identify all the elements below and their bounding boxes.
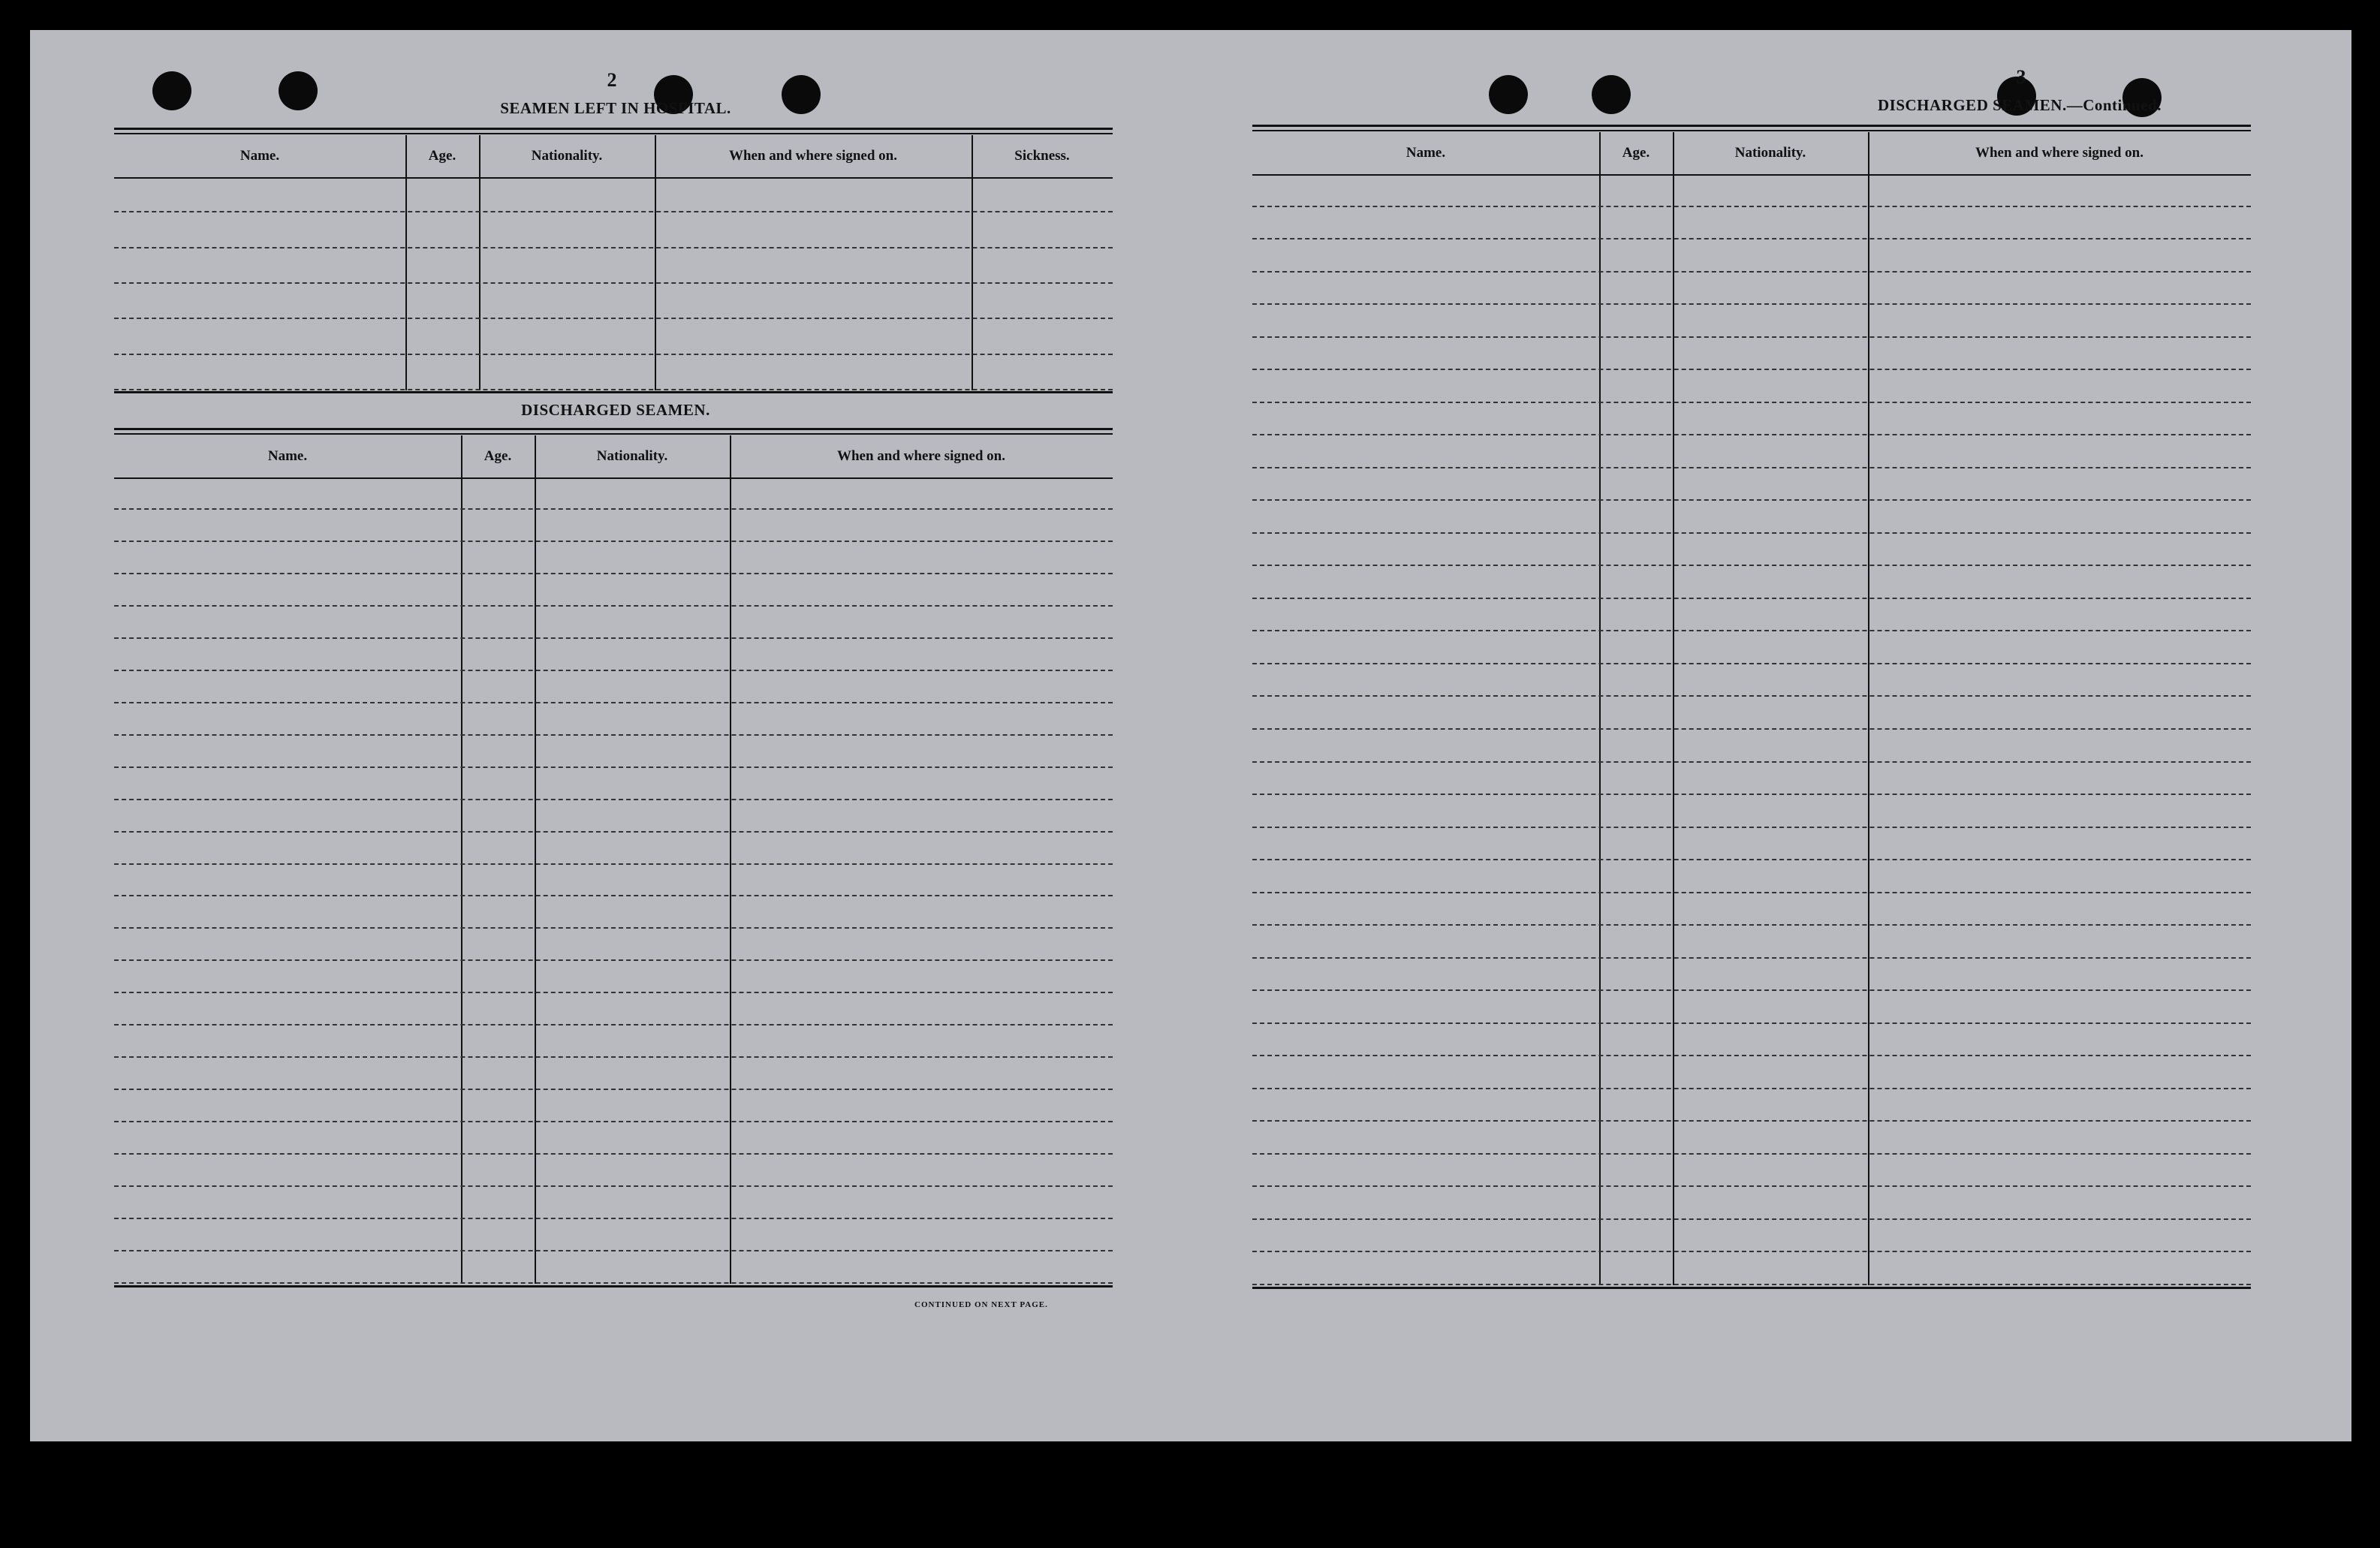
ruled-row [114,541,1113,542]
ruled-row [1252,271,2251,273]
right-page [1201,30,2351,1441]
ruled-row [1252,630,2251,631]
ruled-row [1252,434,2251,435]
ruled-row [114,318,1113,319]
ruled-row [114,1056,1113,1058]
double-rule [114,428,1113,435]
ruled-row [114,573,1113,574]
column-header-age: Age. [461,435,535,479]
ruled-row [1252,467,2251,468]
ruled-row [1252,1088,2251,1089]
ruled-row [1252,499,2251,501]
column-header-signed-on: When and where signed on. [1868,132,2251,176]
ruled-row [1252,1185,2251,1187]
ruled-row [1252,402,2251,403]
ruled-row [114,637,1113,639]
ruled-row [114,605,1113,607]
ruled-row [1252,1218,2251,1220]
ruled-row [1252,206,2251,207]
ruled-row [1252,827,2251,828]
page-number: 2 [607,69,617,91]
left-page [30,30,1201,1441]
bottom-rule [1252,1287,2251,1289]
ruled-row [1252,369,2251,370]
ruled-row [1252,892,2251,893]
punch-hole [1592,75,1631,114]
discharged-section-title: DISCHARGED SEAMEN. [521,401,710,419]
punch-hole [279,71,318,110]
hospital-section-title: SEAMEN LEFT IN HOSPITAL. [500,99,731,117]
ruled-row [1252,565,2251,566]
ruled-row [1252,1120,2251,1122]
column-header-nationality: Nationality. [1673,132,1868,176]
discharged-table [114,435,1113,1284]
column-divider [1599,132,1601,1285]
ruled-row [114,389,1113,390]
column-header-age: Age. [1599,132,1673,176]
bottom-rule [114,1285,1113,1287]
column-divider [655,135,656,390]
column-divider [1868,132,1869,1285]
double-rule [1252,125,2251,131]
ruled-row [1252,1022,2251,1024]
punch-hole [782,75,821,114]
column-header-nationality: Nationality. [479,135,655,179]
column-divider [405,135,407,390]
ruled-row [114,354,1113,355]
column-divider [730,435,731,1284]
column-header-name: Name. [1252,132,1599,176]
double-rule [114,128,1113,134]
hospital-table [114,135,1113,390]
ruled-row [1252,695,2251,697]
ruled-row [114,670,1113,671]
ruled-row [114,863,1113,865]
ruled-row [114,1153,1113,1155]
punch-hole [152,71,191,110]
ruled-row [1252,859,2251,860]
ruled-row [1252,728,2251,730]
ruled-row [114,799,1113,800]
ruled-row [114,1185,1113,1187]
ruled-row [114,895,1113,896]
ruled-row [114,927,1113,929]
column-header-nationality: Nationality. [535,435,730,479]
ruled-row [114,1218,1113,1219]
ruled-row [114,247,1113,248]
ruled-row [114,1089,1113,1090]
page-number: 3 [2016,66,2026,88]
punch-hole [1489,75,1528,114]
column-divider [535,435,536,1284]
ruled-row [1252,303,2251,305]
ruled-row [114,282,1113,284]
ruled-row [114,1250,1113,1251]
ruled-row [1252,532,2251,534]
ruled-row [114,1024,1113,1025]
section-rule [114,391,1113,393]
ruled-row [1252,924,2251,926]
ruled-row [114,1121,1113,1122]
column-header-name: Name. [114,435,461,479]
ruled-row [1252,761,2251,763]
ruled-row [1252,336,2251,338]
discharged-continued-table [1252,132,2251,1285]
ruled-row [1252,1251,2251,1252]
ruled-row [1252,1284,2251,1285]
document-sheet [30,30,2351,1441]
ruled-row [114,959,1113,961]
ruled-row [114,831,1113,833]
ruled-row [114,211,1113,212]
ruled-row [1252,794,2251,795]
ruled-row [114,1282,1113,1284]
ruled-row [1252,663,2251,664]
column-divider [972,135,973,390]
ruled-row [114,702,1113,703]
column-header-signed-on: When and where signed on. [655,135,972,179]
ruled-row [1252,989,2251,991]
column-divider [1673,132,1674,1285]
column-divider [479,135,481,390]
ruled-row [114,992,1113,993]
column-divider [461,435,462,1284]
ruled-row [1252,598,2251,599]
ruled-row [1252,1153,2251,1155]
column-header-sickness: Sickness. [972,135,1113,179]
column-header-age: Age. [405,135,479,179]
column-header-signed-on: When and where signed on. [730,435,1113,479]
ruled-row [1252,238,2251,239]
ruled-row [1252,957,2251,959]
continued-note: CONTINUED ON NEXT PAGE. [914,1300,1048,1309]
ruled-row [114,734,1113,736]
ruled-row [1252,1055,2251,1056]
ruled-row [114,508,1113,510]
column-header-name: Name. [114,135,405,179]
ruled-row [114,766,1113,768]
discharged-continued-title: DISCHARGED SEAMEN.—Continued. [1878,96,2162,114]
